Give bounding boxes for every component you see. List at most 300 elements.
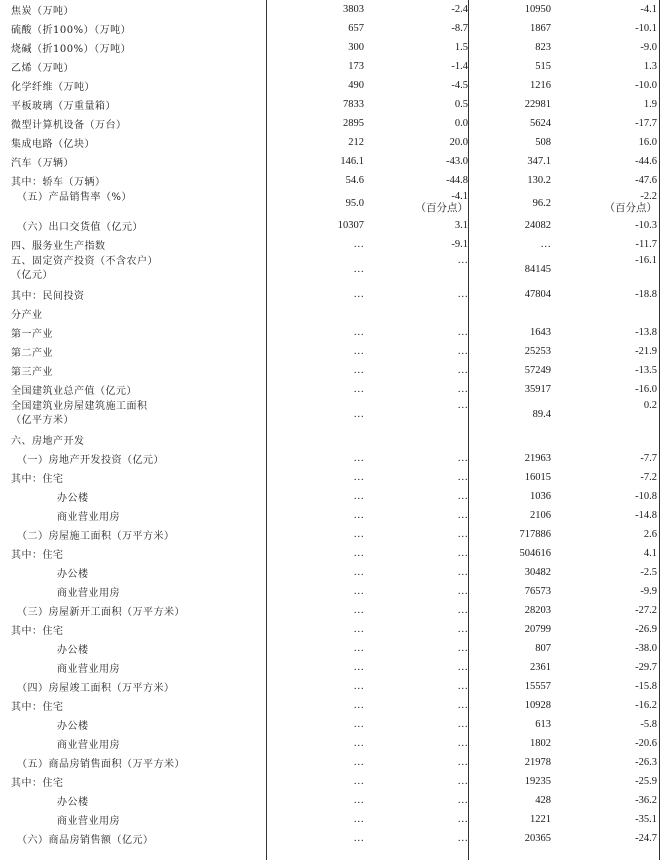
row-label-text: 商业营业用房 (57, 740, 120, 751)
month-value (268, 399, 364, 430)
table-row (0, 95, 666, 114)
cumulative-change (553, 506, 657, 525)
cumulative-change (553, 658, 657, 677)
cumulative-change-text: -9.9 (640, 586, 657, 597)
cumulative-change-text: -13.5 (635, 365, 657, 376)
cumulative-value-text: 84145 (524, 264, 551, 275)
month-value-text: … (353, 264, 364, 275)
cumulative-value-text: 347.1 (527, 156, 551, 167)
month-value-text: … (353, 605, 364, 616)
row-label (11, 658, 266, 677)
cumulative-value-text: 16015 (524, 472, 551, 483)
month-value (268, 677, 364, 696)
month-change (366, 171, 468, 190)
cumulative-value (470, 525, 551, 544)
month-change (366, 342, 468, 361)
month-change-text: … (457, 289, 468, 300)
cumulative-value (470, 544, 551, 563)
cumulative-value (470, 0, 551, 19)
row-label (11, 285, 266, 304)
row-label-text: 第三产业 (11, 367, 53, 378)
month-value (268, 342, 364, 361)
row-label-text: 分产业 (11, 310, 43, 321)
month-change-text: … (457, 491, 468, 502)
month-value-text: … (353, 757, 364, 768)
month-change (366, 216, 468, 235)
cumulative-value-text: 428 (535, 795, 551, 806)
month-change (366, 190, 468, 216)
row-label (11, 506, 266, 525)
row-label (11, 190, 266, 216)
row-label (11, 829, 266, 848)
cumulative-change (553, 152, 657, 171)
month-value (268, 658, 364, 677)
month-change-note: （百分点） (415, 203, 468, 214)
month-value-text: … (353, 365, 364, 376)
cumulative-value (470, 791, 551, 810)
row-label (11, 235, 266, 254)
cumulative-change-text: -10.1 (635, 23, 657, 34)
cumulative-change (553, 38, 657, 57)
month-value (268, 190, 364, 216)
cumulative-change-text: -29.7 (635, 662, 657, 673)
month-change (366, 152, 468, 171)
table-row (0, 304, 666, 323)
month-value-text: … (353, 738, 364, 749)
month-change-text: … (457, 384, 468, 395)
month-value-text: … (353, 529, 364, 540)
cumulative-value (470, 254, 551, 285)
cumulative-change (553, 342, 657, 361)
row-label (11, 399, 266, 430)
row-label-text: 办公楼 (57, 569, 89, 580)
cumulative-change (553, 133, 657, 152)
month-value (268, 772, 364, 791)
table-row (0, 76, 666, 95)
cumulative-value-text: 47804 (524, 289, 551, 300)
cumulative-value-text: 823 (535, 42, 551, 53)
cumulative-value (470, 133, 551, 152)
month-value (268, 430, 364, 449)
row-label (11, 95, 266, 114)
row-label-text: （五）产品销售率（%） (17, 192, 133, 203)
table-row (0, 342, 666, 361)
row-label (11, 361, 266, 380)
month-value (268, 216, 364, 235)
row-label (11, 430, 266, 449)
cumulative-value-text: 130.2 (527, 175, 551, 186)
month-value-text: 7833 (343, 99, 364, 110)
month-change-text: … (457, 327, 468, 338)
cumulative-change (553, 677, 657, 696)
cumulative-value (470, 430, 551, 449)
row-label (11, 772, 266, 791)
table-row (0, 216, 666, 235)
month-value (268, 544, 364, 563)
month-change-text: … (457, 548, 468, 559)
cumulative-value-text: 15557 (524, 681, 551, 692)
month-change (366, 361, 468, 380)
cumulative-value-text: 613 (535, 719, 551, 730)
table-row (0, 525, 666, 544)
month-value (268, 361, 364, 380)
cumulative-change-text: 1.3 (643, 61, 657, 72)
row-label-text: 其中：轿车（万辆） (11, 177, 106, 188)
table-row (0, 544, 666, 563)
cumulative-change-text: -25.9 (635, 776, 657, 787)
month-change-text: … (457, 400, 468, 411)
row-label (11, 601, 266, 620)
cumulative-change (553, 19, 657, 38)
cumulative-change (553, 772, 657, 791)
cumulative-change (553, 468, 657, 487)
month-change-text: -8.7 (451, 23, 468, 34)
cumulative-change-text: -10.8 (635, 491, 657, 502)
row-label (11, 171, 266, 190)
month-change-text: … (457, 719, 468, 730)
table-row (0, 190, 666, 216)
cumulative-change-text: -15.8 (635, 681, 657, 692)
cumulative-value-text: 1216 (530, 80, 551, 91)
cumulative-value (470, 715, 551, 734)
month-change (366, 0, 468, 19)
month-value (268, 323, 364, 342)
cumulative-change (553, 715, 657, 734)
cumulative-change-text: 16.0 (638, 137, 657, 148)
cumulative-change-text: -38.0 (635, 643, 657, 654)
month-value-text: … (353, 289, 364, 300)
cumulative-change (553, 582, 657, 601)
cumulative-value-text: 1643 (530, 327, 551, 338)
table-row (0, 677, 666, 696)
month-change (366, 254, 468, 285)
cumulative-value (470, 449, 551, 468)
cumulative-change (553, 563, 657, 582)
row-label (11, 133, 266, 152)
month-value (268, 95, 364, 114)
month-change (366, 114, 468, 133)
cumulative-change (553, 525, 657, 544)
cumulative-value (470, 506, 551, 525)
month-change (366, 487, 468, 506)
row-label (11, 57, 266, 76)
month-change (366, 620, 468, 639)
cumulative-change-text: -35.1 (635, 814, 657, 825)
cumulative-change-text: -36.2 (635, 795, 657, 806)
table-row (0, 601, 666, 620)
month-change-text: -43.0 (446, 156, 468, 167)
month-change-text: … (457, 738, 468, 749)
month-value-text: … (353, 643, 364, 654)
month-value (268, 304, 364, 323)
cumulative-change-text: -14.8 (635, 510, 657, 521)
row-label-text: 第二产业 (11, 348, 53, 359)
cumulative-change-text: 1.9 (643, 99, 657, 110)
cumulative-value (470, 468, 551, 487)
row-label (11, 753, 266, 772)
row-label (11, 715, 266, 734)
cumulative-change (553, 254, 657, 285)
row-label-text: 化学纤维（万吨） (11, 82, 95, 93)
month-change-text: … (457, 529, 468, 540)
month-change (366, 133, 468, 152)
month-value (268, 0, 364, 19)
row-label-text: 商业营业用房 (57, 588, 120, 599)
cumulative-change (553, 323, 657, 342)
cumulative-value-text: 10950 (524, 4, 551, 15)
cumulative-change (553, 114, 657, 133)
cumulative-value (470, 19, 551, 38)
row-label-text: （五）商品房销售面积（万平方米） (17, 759, 185, 770)
cumulative-change-text: -4.1 (640, 4, 657, 15)
cumulative-value-text: 24082 (524, 220, 551, 231)
month-value (268, 525, 364, 544)
cumulative-value-text: 2106 (530, 510, 551, 521)
cumulative-value-text: 25253 (524, 346, 551, 357)
row-label-text: 烧碱（折100%）（万吨） (11, 44, 132, 55)
row-label-text: 集成电路（亿块） (11, 139, 95, 150)
month-value-text: 54.6 (345, 175, 364, 186)
row-label (11, 696, 266, 715)
cumulative-value (470, 601, 551, 620)
month-value-text: 300 (348, 42, 364, 53)
table-row (0, 753, 666, 772)
month-value (268, 38, 364, 57)
month-change (366, 639, 468, 658)
cumulative-change (553, 487, 657, 506)
month-value-text: 3803 (343, 4, 364, 15)
row-label-text: （二）房屋施工面积（万平方米） (17, 531, 175, 542)
cumulative-value-text: 89.4 (532, 409, 551, 420)
month-change-text: … (457, 624, 468, 635)
month-value (268, 76, 364, 95)
row-label (11, 449, 266, 468)
table-row (0, 133, 666, 152)
cumulative-change (553, 171, 657, 190)
row-label-text: 全国建筑业房屋建筑施工面积 (11, 401, 148, 412)
month-change-text: … (457, 662, 468, 673)
month-value (268, 57, 364, 76)
cumulative-value (470, 190, 551, 216)
month-change-text: … (457, 643, 468, 654)
cumulative-value-text: 30482 (524, 567, 551, 578)
column-divider (266, 0, 267, 860)
month-change-text: … (457, 472, 468, 483)
table-row (0, 772, 666, 791)
cumulative-value-text: 96.2 (532, 197, 551, 209)
month-change-text: … (457, 567, 468, 578)
month-change (366, 658, 468, 677)
row-label-text: （六）商品房销售额（亿元） (17, 835, 154, 846)
row-label (11, 639, 266, 658)
month-change (366, 791, 468, 810)
cumulative-change (553, 304, 657, 323)
table-row (0, 57, 666, 76)
cumulative-change-text: -24.7 (635, 833, 657, 844)
cumulative-value (470, 285, 551, 304)
month-value-text: … (353, 239, 364, 250)
row-label-text: 其中：住宅 (11, 778, 64, 789)
row-label (11, 810, 266, 829)
cumulative-value (470, 304, 551, 323)
row-label (11, 525, 266, 544)
row-label-text: 办公楼 (57, 721, 89, 732)
row-label-text: 其中：住宅 (11, 626, 64, 637)
month-value (268, 19, 364, 38)
cumulative-value-text: 20799 (524, 624, 551, 635)
month-value-text: … (353, 453, 364, 464)
month-value-text: … (353, 833, 364, 844)
cumulative-change-text: -16.1 (635, 255, 657, 266)
cumulative-change-text: -26.3 (635, 757, 657, 768)
month-value (268, 235, 364, 254)
month-change (366, 677, 468, 696)
row-label (11, 342, 266, 361)
row-label-text: 全国建筑业总产值（亿元） (11, 386, 137, 397)
cumulative-change (553, 361, 657, 380)
cumulative-value (470, 114, 551, 133)
month-change-text: … (457, 700, 468, 711)
cumulative-change-text: -10.3 (635, 220, 657, 231)
cumulative-change-text: -47.6 (635, 175, 657, 186)
month-change (366, 235, 468, 254)
cumulative-change-text: -17.7 (635, 118, 657, 129)
cumulative-change-text: -9.0 (640, 42, 657, 53)
cumulative-value (470, 216, 551, 235)
month-value (268, 254, 364, 285)
row-label-text: 商业营业用房 (57, 512, 120, 523)
cumulative-change (553, 639, 657, 658)
table-row (0, 620, 666, 639)
table-row (0, 658, 666, 677)
cumulative-value (470, 696, 551, 715)
month-value-text: … (353, 510, 364, 521)
cumulative-change-text: -21.9 (635, 346, 657, 357)
month-value (268, 601, 364, 620)
month-change (366, 810, 468, 829)
month-value (268, 114, 364, 133)
cumulative-change (553, 380, 657, 399)
table-row (0, 506, 666, 525)
cumulative-value-text: 22981 (524, 99, 551, 110)
month-change-text: … (457, 605, 468, 616)
row-label-text: 硫酸（折100%）（万吨） (11, 25, 132, 36)
cumulative-value (470, 620, 551, 639)
cumulative-value-text: 21963 (524, 453, 551, 464)
month-change (366, 829, 468, 848)
table-row (0, 380, 666, 399)
month-change-text: -4.5 (451, 80, 468, 91)
month-change (366, 57, 468, 76)
table-row (0, 696, 666, 715)
row-label-text: 焦炭（万吨） (11, 6, 74, 17)
cumulative-change (553, 791, 657, 810)
month-change (366, 38, 468, 57)
month-change-text: 1.5 (454, 42, 468, 53)
month-change (366, 430, 468, 449)
month-change-text: -9.1 (451, 239, 468, 250)
cumulative-change (553, 0, 657, 19)
cumulative-change (553, 430, 657, 449)
month-value-text: … (353, 548, 364, 559)
cumulative-change-text: -13.8 (635, 327, 657, 338)
cumulative-value-text: 28203 (524, 605, 551, 616)
cumulative-change (553, 190, 657, 216)
table-row (0, 114, 666, 133)
cumulative-value (470, 399, 551, 430)
row-label-unit: （亿平方米） (11, 415, 74, 426)
month-change (366, 601, 468, 620)
month-value-text: … (353, 814, 364, 825)
row-label-text: （三）房屋新开工面积（万平方米） (17, 607, 185, 618)
month-change-text: … (457, 757, 468, 768)
table-row (0, 734, 666, 753)
row-label (11, 38, 266, 57)
row-label-text: 商业营业用房 (57, 664, 120, 675)
cumulative-change-text: 4.1 (643, 548, 657, 559)
cumulative-change-text: -20.6 (635, 738, 657, 749)
cumulative-change (553, 399, 657, 430)
cumulative-value (470, 639, 551, 658)
table-row (0, 449, 666, 468)
cumulative-value (470, 235, 551, 254)
month-value-text: … (353, 327, 364, 338)
month-value-text: 10307 (337, 220, 364, 231)
table-row (0, 791, 666, 810)
month-value-text: 173 (348, 61, 364, 72)
cumulative-value (470, 563, 551, 582)
month-change-text: … (457, 255, 468, 266)
cumulative-change (553, 216, 657, 235)
row-label-text: 汽车（万辆） (11, 158, 74, 169)
cumulative-change (553, 76, 657, 95)
month-change-text: … (457, 586, 468, 597)
row-label-text: 其中：住宅 (11, 550, 64, 561)
month-value (268, 449, 364, 468)
row-label-text: 办公楼 (57, 493, 89, 504)
cumulative-value-text: 20365 (524, 833, 551, 844)
month-value (268, 734, 364, 753)
month-change (366, 506, 468, 525)
month-value-text: … (353, 384, 364, 395)
cumulative-change-text: -7.2 (640, 472, 657, 483)
month-change (366, 399, 468, 430)
cumulative-value-text: 19235 (524, 776, 551, 787)
cumulative-value-text: 508 (535, 137, 551, 148)
month-value-text: … (353, 719, 364, 730)
row-label (11, 582, 266, 601)
cumulative-change (553, 449, 657, 468)
month-value-text: … (353, 472, 364, 483)
month-change (366, 772, 468, 791)
table-row (0, 399, 666, 430)
month-value-text: … (353, 586, 364, 597)
cumulative-value (470, 152, 551, 171)
month-value-text: … (353, 681, 364, 692)
month-change-text: … (457, 681, 468, 692)
cumulative-value (470, 57, 551, 76)
row-label (11, 563, 266, 582)
cumulative-value-text: 807 (535, 643, 551, 654)
cumulative-change (553, 95, 657, 114)
month-value (268, 487, 364, 506)
month-change-text: … (457, 833, 468, 844)
month-change-text: … (457, 814, 468, 825)
row-label (11, 380, 266, 399)
table-row (0, 323, 666, 342)
cumulative-value-text: 1221 (530, 814, 551, 825)
cumulative-value (470, 772, 551, 791)
